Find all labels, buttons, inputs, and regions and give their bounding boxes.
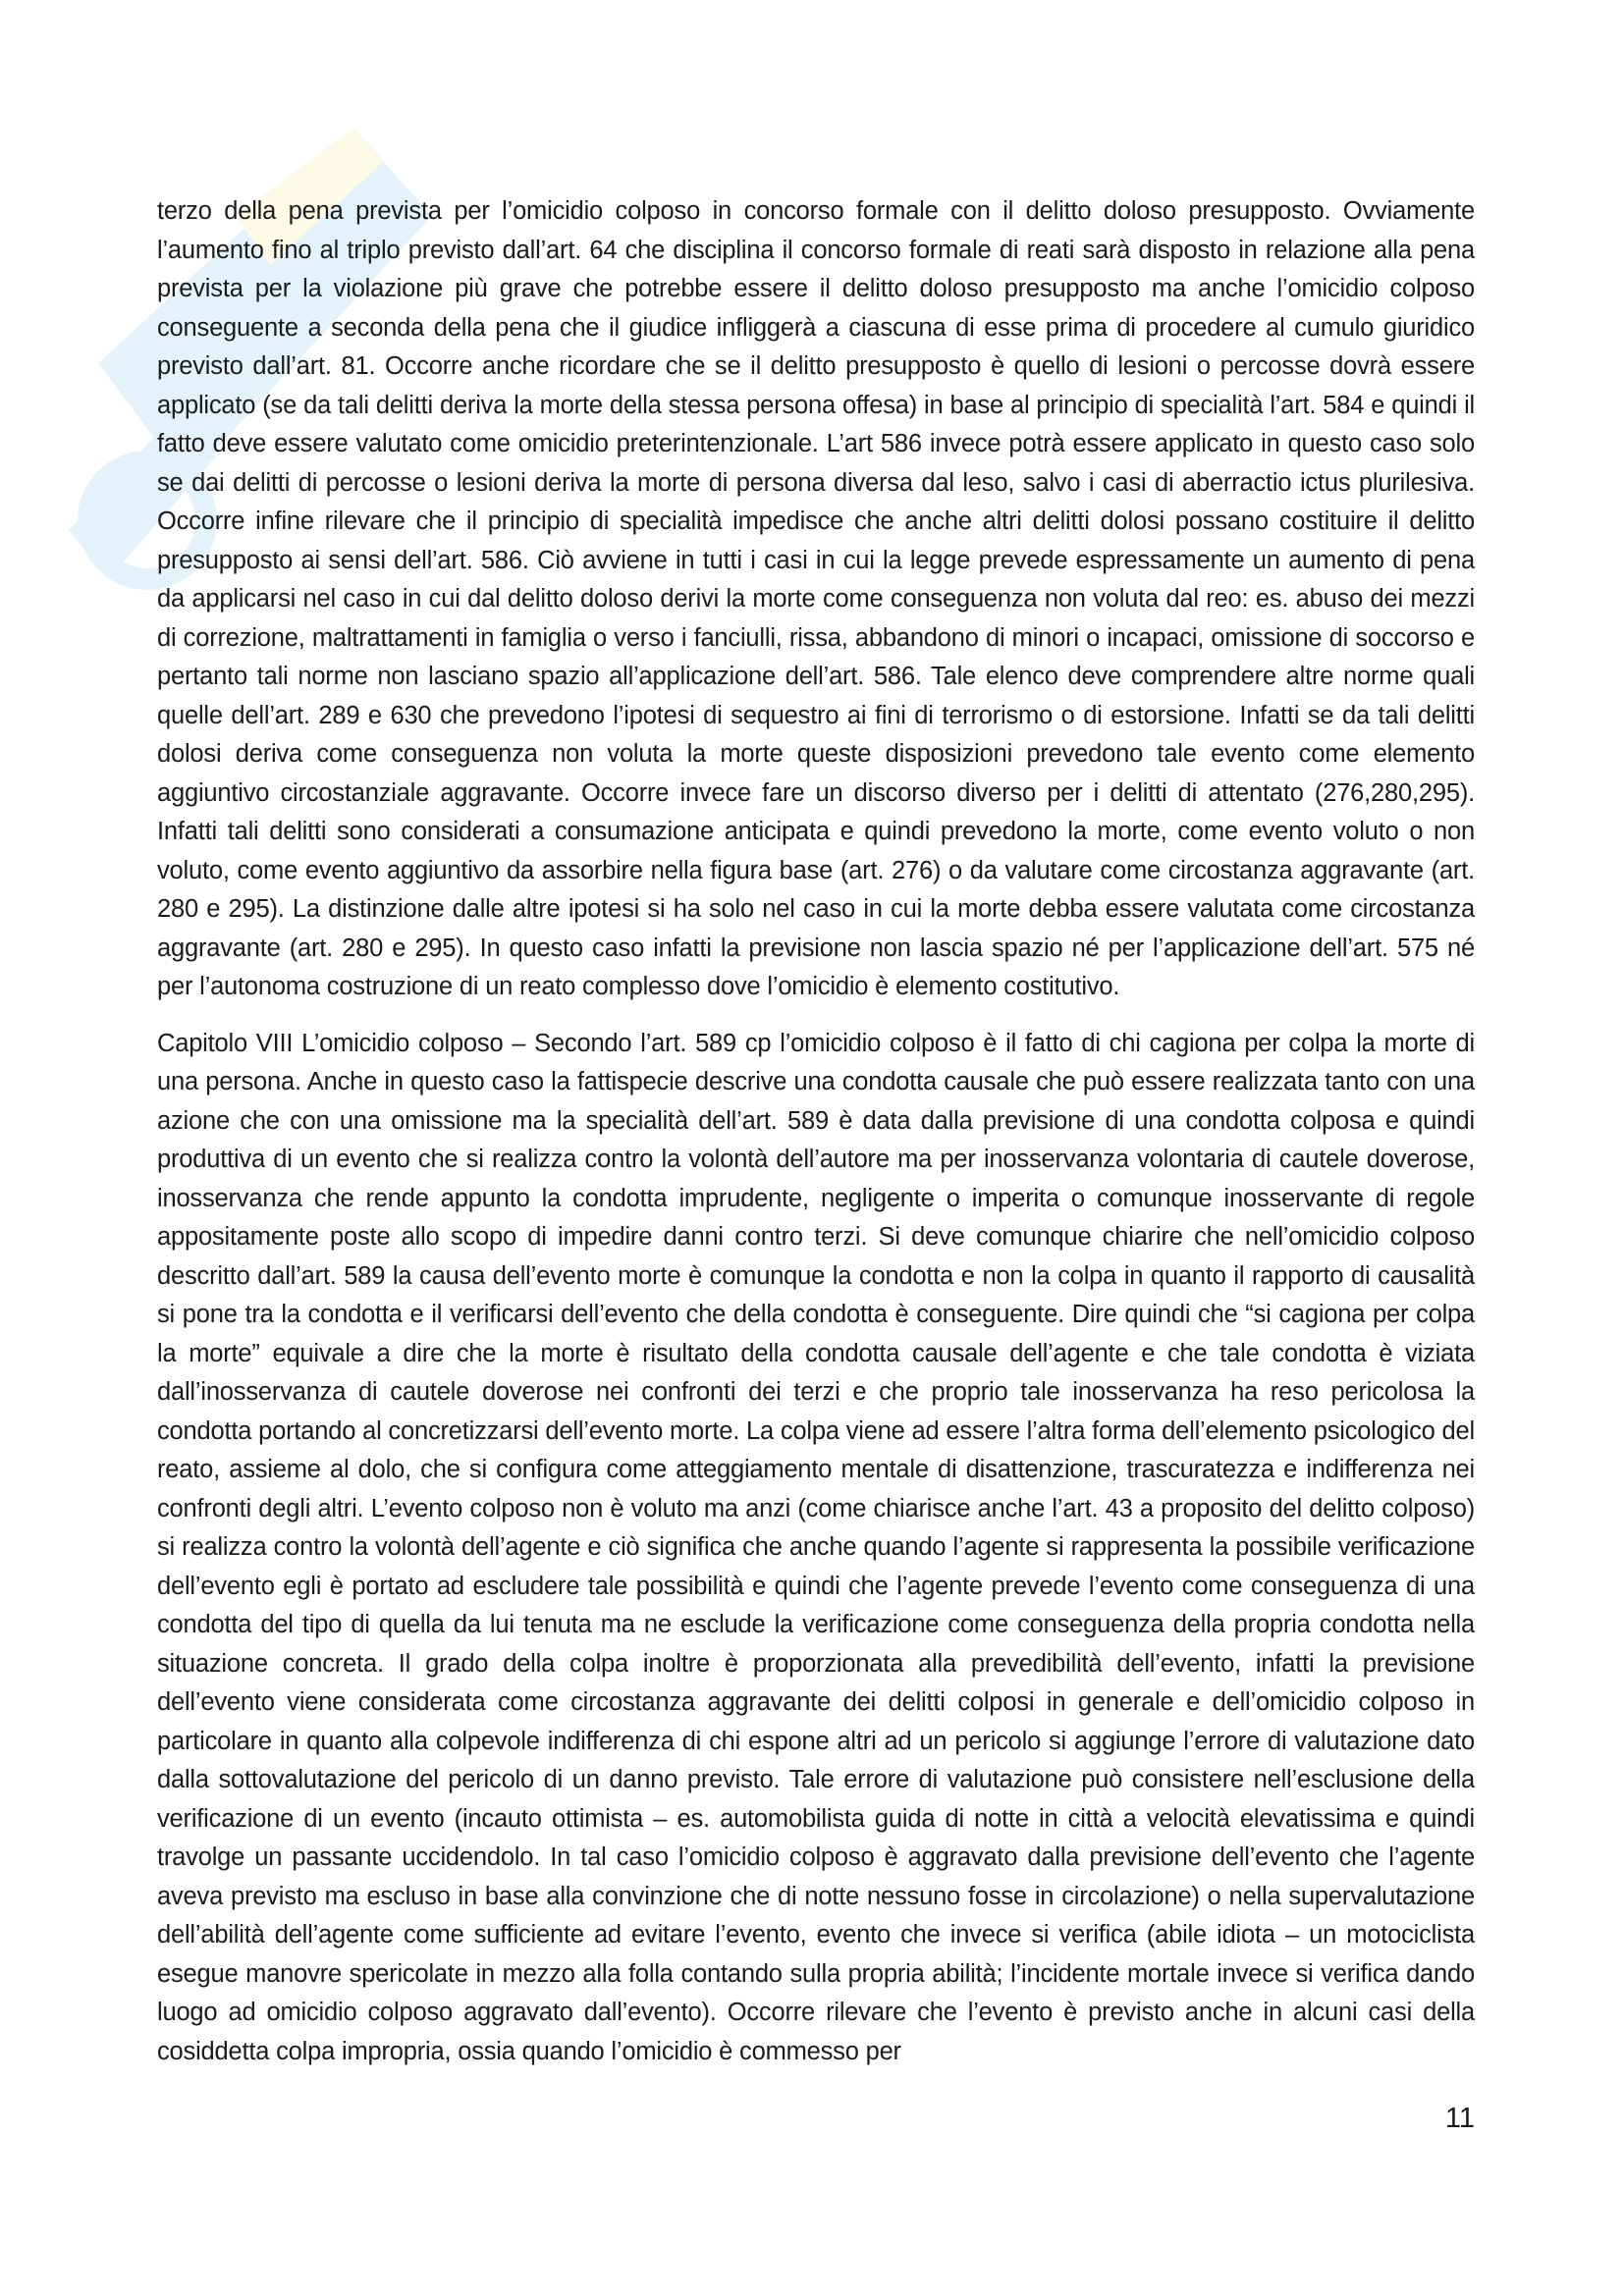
paragraph: terzo della pena prevista per l’omicidio colposo in concorso formale con il delitto doloso presupposto. Ovviamente l’aumento fino al triplo previsto dall’art. 64 che disciplina il concorso formale di reati sarà disposto in relazione alla pena prevista per la violazione più grave che potrebbe essere il delitto doloso presupposto ma anche l’omicidio colposo conseguente a seconda della pena che il giudice infliggerà a ciascuna di esse prima di procedere al cumulo giuridico previsto dall’art. 81. Occorre anche ricordare che se il delitto presupposto è quello di lesioni o percosse dovrà essere applicato (se da tali delitti deriva la morte della stessa persona offesa) in base al principio di specialità l’art. 584 e quindi il fatto deve essere valutato come omicidio preterintenzionale. L’art 586 invece potrà essere applicato in questo caso solo se dai delitti di percosse o lesioni deriva la morte di persona diversa dal leso, salvo i casi di aberractio ictus plurilesiva. Occorre infine rilevare che il principio di specialità impedisce che anche altri delitti dolosi possano costituire il delitto presupposto ai sensi dell’art. 586. Ciò avviene in tutti i casi in cui la legge prevede espressamente un aumento di pena da applicarsi nel caso in cui dal delitto doloso derivi la morte come conseguenza non voluta dal reo: es. abuso dei mezzi di correzione, maltrattamenti in famiglia o verso i fanciulli, rissa, abbandono di minori o incapaci, omissione di soccorso e pertanto tali norme non lasciano spazio all’applicazione dell’art. 586. Tale elenco deve comprendere altre norme quali quelle dell’art. 289 e 630 che prevedono l’ipotesi di sequestro ai fini di terrorismo o di estorsione. Infatti se da tali delitti dolosi deriva come conseguenza non voluta la morte queste disposizioni prevedono tale evento come elemento aggiuntivo circostanziale aggravante. Occorre invece fare un discorso diverso per i delitti di attentato (276,280,295). Infatti tali delitti sono considerati a consumazione anticipata e quindi prevedono la morte, come evento voluto o non voluto, come evento aggiuntivo da assorbire nella figura base (art. 276) o da valutare come circostanza aggravante (art. 280 e 295). La distinzione dalle altre ipotesi si ha solo nel caso in cui la morte debba essere valutata come circostanza aggravante (art. 280 e 295). In questo caso infatti la previsione non lascia spazio né per l’applicazione dell’art. 575 né per l’autonoma costruzione di un reato complesso dove l’omicidio è elemento costitutivo. <box>157 197 1475 1000</box>
document-body <box>157 192 1475 2071</box>
page-number: 11 <box>1444 2103 1475 2134</box>
paragraph: Capitolo VIII L’omicidio colposo – Secondo l’art. 589 cp l’omicidio colposo è il fatto di chi cagiona per colpa la morte di una persona. Anche in questo caso la fattispecie descrive una condotta causale che può essere realizzata tanto con una azione che con una omissione ma la specialità dell’art. 589 è data dalla previsione di una condotta colposa e quindi produttiva di un evento che si realizza contro la volontà dell’autore ma per inosservanza volontaria di cautele doverose, inosservanza che rende appunto la condotta imprudente, negligente o imperita o comunque inosservante di regole appositamente poste allo scopo di impedire danni contro terzi. Si deve comunque chiarire che nell’omicidio colposo descritto dall’art. 589 la causa dell’evento morte è comunque la condotta e non la colpa in quanto il rapporto di causalità si pone tra la condotta e il verificarsi dell’evento che della condotta è conseguente. Dire quindi che “si cagiona per colpa la morte” equivale a dire che la morte è risultato della condotta causale dell’agente e che tale condotta è viziata dall’inosservanza di cautele doverose nei confronti dei terzi e che proprio tale inosservanza ha reso pericolosa la condotta portando al concretizzarsi dell’evento morte. La colpa viene ad essere l’altra forma dell’elemento psicologico del reato, assieme al dolo, che si configura come atteggiamento mentale di disattenzione, trascuratezza e indifferenza nei confronti degli altri. L’evento colposo non è voluto ma anzi (come chiarisce anche l’art. 43 a proposito del delitto colposo) si realizza contro la volontà dell’agente e ciò significa che anche quando l’agente si rappresenta la possibile verificazione dell’evento egli è portato ad escludere tale possibilità e quindi che l’agente prevede l’evento come conseguenza di una condotta del tipo di quella da lui tenuta ma ne esclude la verificazione come conseguenza della propria condotta nella situazione concreta. Il grado della colpa inoltre è proporzionata alla prevedibilità dell’evento, infatti la previsione dell’evento viene considerata come circostanza aggravante dei delitti colposi in generale e dell’omicidio colposo in particolare in quanto alla colpevole indifferenza di chi espone altri ad un pericolo si aggiunge l’errore di valutazione dato dalla sottovalutazione del pericolo di un danno previsto. Tale errore di valutazione può consistere nell’esclusione della verificazione di un evento (incauto ottimista – es. automobilista guida di notte in città a velocità elevatissima e quindi travolge un passante uccidendolo. In tal caso l’omicidio colposo è aggravato dalla previsione dell’evento che l’agente aveva previsto ma escluso in base alla convinzione che di notte nessuno fosse in circolazione) o nella supervalutazione dell’abilità dell’agente come sufficiente ad evitare l’evento, evento che invece si verifica (abile idiota – un motociclista esegue manovre spericolate in mezzo alla folla contando sulla propria abilità; l’incidente mortale invece si verifica dando luogo ad omicidio colposo aggravato dall’evento). Occorre rilevare che l’evento è previsto anche in alcuni casi della cosiddetta colpa impropria, ossia quando l’omicidio è commesso per <box>157 1029 1475 2065</box>
